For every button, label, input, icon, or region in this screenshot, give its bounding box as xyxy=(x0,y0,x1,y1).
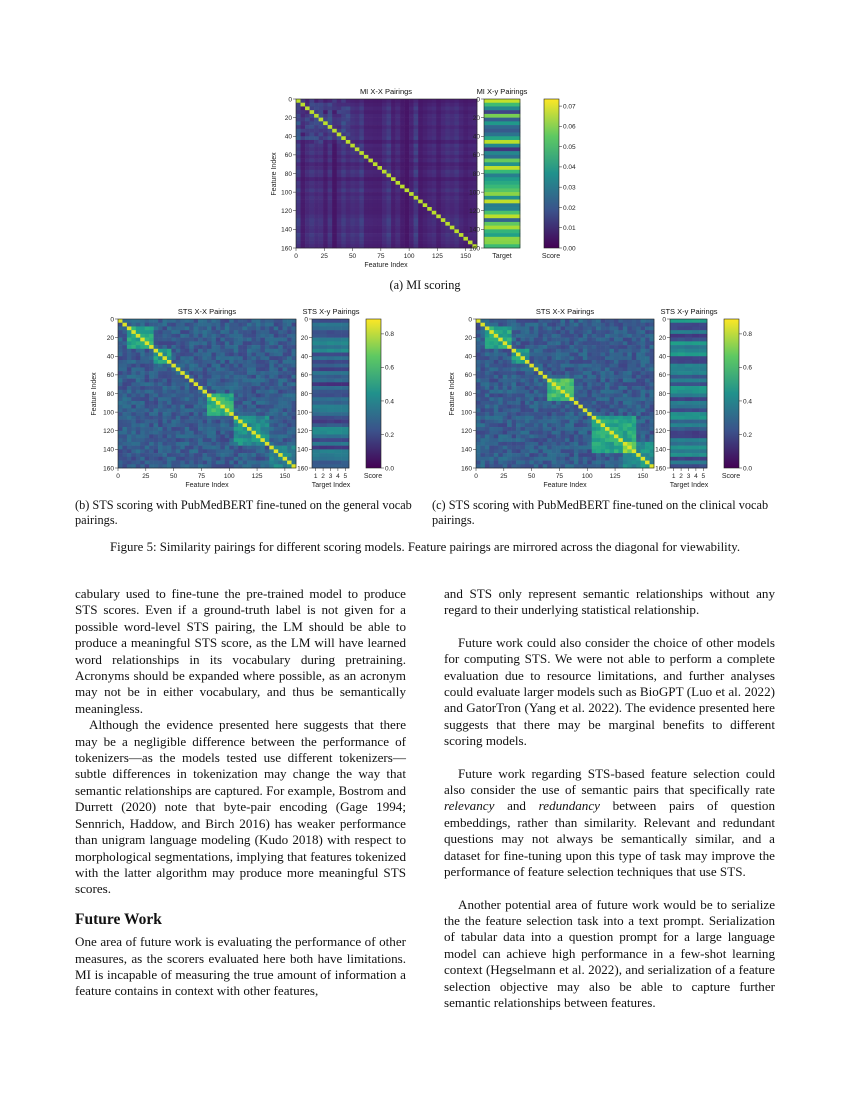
y-tick-label: 120 xyxy=(103,428,114,436)
xy-y-tick-label: 60 xyxy=(300,372,308,380)
colorbar-tick-label: 0.0 xyxy=(385,465,395,473)
y-tick-label: 40 xyxy=(284,133,292,141)
y-tick-label: 80 xyxy=(106,390,114,398)
xy-y-tick-label: 160 xyxy=(655,465,666,473)
y-tick-label: 140 xyxy=(461,446,472,454)
panel-b-xy-x-label: Target Index xyxy=(311,482,351,489)
x-tick-label: 150 xyxy=(637,473,649,480)
xy-x-tick-label: 3 xyxy=(328,473,333,480)
x-tick-label: 125 xyxy=(431,253,443,260)
panel-c-colorbar xyxy=(724,319,739,468)
colorbar-tick-label: 0.8 xyxy=(743,331,753,339)
colorbar-tick-label: 0.00 xyxy=(563,245,576,253)
y-tick-label: 80 xyxy=(284,170,292,178)
xy-x-tick-label: 5 xyxy=(343,473,348,480)
x-tick-label: 125 xyxy=(251,473,263,480)
y-tick-label: 60 xyxy=(106,372,114,380)
colorbar-tick-label: 0.6 xyxy=(385,364,395,372)
xy-y-tick-label: 20 xyxy=(300,334,308,342)
x-tick-label: 75 xyxy=(377,253,385,260)
panel-a-xx-heatmap xyxy=(296,99,477,248)
xy-x-tick-label: 3 xyxy=(686,473,691,480)
colorbar-tick-label: 0.02 xyxy=(563,204,576,212)
figure-panel-b xyxy=(82,304,402,494)
xy-y-tick-label: 80 xyxy=(300,390,308,398)
panel-b-colorbar xyxy=(366,319,381,468)
left-paragraph-2: Although the evidence presented here suggests that there may be a negligible difference between the performance of tokenizers—as the models tested use different tokenizers—subtle differences in tokenization may change the way that semantic relationships are captured. For example, Bostrom and Durrett (2020) note that byte-pair encoding (Gage 1994; Sennrich, Haddow, and Birch 2016) has weaker performance than unigram language modeling (Kudo 2018) with respect to morphological segmentations, implying that features tokenized with the latter algorithm may produce more meaningful STS scores. xyxy=(75,717,406,897)
colorbar-tick-label: 0.4 xyxy=(385,398,395,406)
right-column xyxy=(444,586,775,1011)
xy-y-tick-label: 100 xyxy=(469,189,480,197)
y-tick-label: 0 xyxy=(468,316,472,324)
panel-a-xy-title: MI X-y Pairings xyxy=(476,87,528,96)
xy-y-tick-label: 100 xyxy=(655,409,666,417)
y-tick-label: 100 xyxy=(461,409,472,417)
xy-y-tick-label: 160 xyxy=(469,245,480,253)
colorbar-tick-label: 0.4 xyxy=(743,398,753,406)
panel-b-x-label: Feature Index xyxy=(185,482,229,489)
panel-a-colorbar xyxy=(544,99,559,248)
xy-y-tick-label: 140 xyxy=(297,446,308,454)
redundancy-term: redundancy xyxy=(538,798,600,814)
figure-caption: Figure 5: Similarity pairings for different scoring models. Feature pairings are mirrored across the diagonal for viewability. xyxy=(109,540,741,554)
panel-b-xy-title: STS X-y Pairings xyxy=(302,307,360,316)
colorbar-tick-label: 0.05 xyxy=(563,143,576,151)
panel-b-xx-heatmap xyxy=(118,319,296,468)
panel-c-xy-heatmap xyxy=(670,319,707,468)
colorbar-tick-label: 0.03 xyxy=(563,184,576,192)
colorbar-tick-label: 0.6 xyxy=(743,364,753,372)
right-paragraph-3-part-b: between pairs of question embeddings, rather than similarity. Relevant and redundant questions may not always be semantically similar, and a dataset for fine-tuning upon this type of task may improve the performance of feature selection techniques that use STS. xyxy=(444,798,776,880)
right-paragraph-1: and STS only represent semantic relationships without any regard to their underlying statistical relationship. xyxy=(444,586,775,618)
y-tick-label: 160 xyxy=(281,245,292,253)
colorbar-tick-label: 0.06 xyxy=(563,123,576,131)
x-tick-label: 50 xyxy=(170,473,178,480)
panel-c-x-label: Feature Index xyxy=(543,482,587,489)
y-tick-label: 20 xyxy=(464,334,472,342)
x-tick-label: 50 xyxy=(528,473,536,480)
x-tick-label: 100 xyxy=(581,473,593,480)
panel-b-y-label: Feature Index xyxy=(91,372,98,416)
panel-b-caption: (b) STS scoring with PubMedBERT fine-tuned on the general vocab pairings. xyxy=(75,498,412,527)
xy-x-tick-label: 1 xyxy=(671,473,676,480)
xy-y-tick-label: 20 xyxy=(472,114,480,122)
xy-y-tick-label: 0 xyxy=(662,316,666,324)
xy-y-tick-label: 140 xyxy=(469,226,480,234)
panel-a-xx-title: MI X-X Pairings xyxy=(359,87,413,96)
colorbar-tick-label: 0.8 xyxy=(385,331,395,339)
xy-y-tick-label: 160 xyxy=(297,465,308,473)
x-tick-label: 100 xyxy=(223,473,235,480)
panel-c-caption: (c) STS scoring with PubMedBERT fine-tuned on the clinical vocab pairings. xyxy=(432,498,769,527)
figure-panel-a xyxy=(262,84,582,274)
panel-a-caption: (a) MI scoring xyxy=(389,278,461,292)
y-tick-label: 60 xyxy=(284,152,292,160)
x-tick-label: 75 xyxy=(197,473,206,480)
y-tick-label: 80 xyxy=(464,390,472,398)
y-tick-label: 0 xyxy=(288,96,292,104)
colorbar-tick-label: 0.01 xyxy=(563,225,576,233)
x-tick-label: 75 xyxy=(555,473,564,480)
x-tick-label: 50 xyxy=(348,253,357,260)
xy-y-tick-label: 40 xyxy=(658,353,666,361)
panel-c-xy-x-label: Target Index xyxy=(669,482,709,489)
xy-y-tick-label: 40 xyxy=(300,353,308,361)
xy-y-tick-label: 100 xyxy=(297,409,308,417)
panel-c-xy-title: STS X-y Pairings xyxy=(660,307,718,316)
x-tick-label: 0 xyxy=(116,473,120,480)
x-tick-label: 150 xyxy=(460,253,472,260)
right-paragraph-3-part-a: Future work regarding STS-based feature selection could also consider the use of semantic pairs that specifically rate xyxy=(444,765,775,798)
y-tick-label: 60 xyxy=(464,372,472,380)
relevancy-term: relevancy xyxy=(444,798,495,814)
xy-x-tick-label: 4 xyxy=(336,473,340,480)
y-tick-label: 40 xyxy=(464,353,472,361)
xy-y-tick-label: 60 xyxy=(658,372,666,380)
xy-x-tick-label: 2 xyxy=(679,473,683,480)
x-tick-label: 25 xyxy=(142,473,150,480)
y-tick-label: 100 xyxy=(103,409,114,417)
left-paragraph-1: cabulary used to fine-tune the pre-trained model to produce STS scores. Even if a ground-truth label is not given for a possible word-level STS pairing, the LM should be able to produce a meaningful STS score, as the LM will have learned word relationships in its vocabulary during pretraining. Acronyms should be expanded where possible, as an acronym may not be in either vocabulary, and thus be semantically meaningless. xyxy=(75,586,406,716)
y-tick-label: 140 xyxy=(281,226,292,234)
left-column xyxy=(75,586,406,1000)
panel-a-colorbar-label: Score xyxy=(541,253,561,260)
x-tick-label: 25 xyxy=(500,473,508,480)
y-tick-label: 40 xyxy=(106,353,114,361)
xy-y-tick-label: 140 xyxy=(655,446,666,454)
y-tick-label: 20 xyxy=(106,334,114,342)
x-tick-label: 0 xyxy=(474,473,478,480)
x-tick-label: 25 xyxy=(320,253,328,260)
xy-y-tick-label: 20 xyxy=(658,334,666,342)
xy-x-tick-label: 2 xyxy=(321,473,325,480)
panel-b-xy-heatmap xyxy=(312,319,349,468)
y-tick-label: 160 xyxy=(103,465,114,473)
y-tick-label: 0 xyxy=(110,316,114,324)
xy-x-tick-label: 1 xyxy=(313,473,318,480)
y-tick-label: 140 xyxy=(103,446,114,454)
x-tick-label: 0 xyxy=(294,253,298,260)
x-tick-label: 125 xyxy=(609,473,621,480)
colorbar-tick-label: 0.2 xyxy=(385,431,395,439)
xy-y-tick-label: 80 xyxy=(658,390,666,398)
y-tick-label: 20 xyxy=(284,114,292,122)
panel-a-xy-heatmap xyxy=(484,99,520,248)
panel-c-xx-title: STS X-X Pairings xyxy=(535,307,595,316)
colorbar-tick-label: 0.04 xyxy=(563,164,576,172)
left-paragraph-3: One area of future work is evaluating the performance of other measures, as the scorers evaluated here both have limitations. MI is incapable of measuring the true amount of information a feature contains in context with other features, xyxy=(75,934,406,999)
panel-a-y-label: Feature Index xyxy=(271,152,278,196)
panel-c-xx-heatmap xyxy=(476,319,654,468)
x-tick-label: 100 xyxy=(403,253,415,260)
y-tick-label: 160 xyxy=(461,465,472,473)
xy-y-tick-label: 40 xyxy=(472,133,480,141)
xy-y-tick-label: 120 xyxy=(297,428,308,436)
panel-c-colorbar-label: Score xyxy=(721,473,741,480)
figure-panel-c xyxy=(440,304,760,494)
panel-b-colorbar-label: Score xyxy=(363,473,383,480)
right-paragraph-3 xyxy=(444,766,775,881)
right-paragraph-2: Future work could also consider the choice of other models for computing STS. We were not able to perform a complete evaluation due to resource limitations, and further analyses could evaluate larger models such as BioGPT (Luo et al. 2022) and GatorTron (Yang et al. 2022). The evidence presented here suggests that there may be marginal benefits to different scoring models. xyxy=(444,634,775,749)
colorbar-tick-label: 0.2 xyxy=(743,431,753,439)
xy-x-tick-label: 5 xyxy=(701,473,706,480)
right-paragraph-4: Another potential area of future work would be to serialize the the feature selection task into a text prompt. Serialization of tabular data into a question prompt for a large language model can achieve high performance in a few-shot learning context (Hegselmann et al. 2022), and serialization of a feature selection objective may also be able to capture further semantic relationships between features. xyxy=(444,896,775,1010)
panel-a-x-label: Feature Index xyxy=(364,262,408,269)
panel-a-xy-x-label: Target xyxy=(492,253,512,260)
xy-y-tick-label: 60 xyxy=(472,152,480,160)
xy-y-tick-label: 0 xyxy=(304,316,308,324)
xy-y-tick-label: 80 xyxy=(472,170,480,178)
right-paragraph-3-and: and xyxy=(494,798,539,814)
y-tick-label: 100 xyxy=(281,189,292,197)
y-tick-label: 120 xyxy=(281,208,292,216)
y-tick-label: 120 xyxy=(461,428,472,436)
xy-y-tick-label: 120 xyxy=(469,208,480,216)
panel-b-xx-title: STS X-X Pairings xyxy=(177,307,237,316)
xy-y-tick-label: 120 xyxy=(655,428,666,436)
xy-x-tick-label: 4 xyxy=(694,473,698,480)
colorbar-tick-label: 0.07 xyxy=(563,103,576,111)
xy-y-tick-label: 0 xyxy=(476,96,480,104)
colorbar-tick-label: 0.0 xyxy=(743,465,753,473)
panel-c-y-label: Feature Index xyxy=(449,372,456,416)
section-heading-future-work: Future Work xyxy=(75,910,162,928)
x-tick-label: 150 xyxy=(279,473,291,480)
